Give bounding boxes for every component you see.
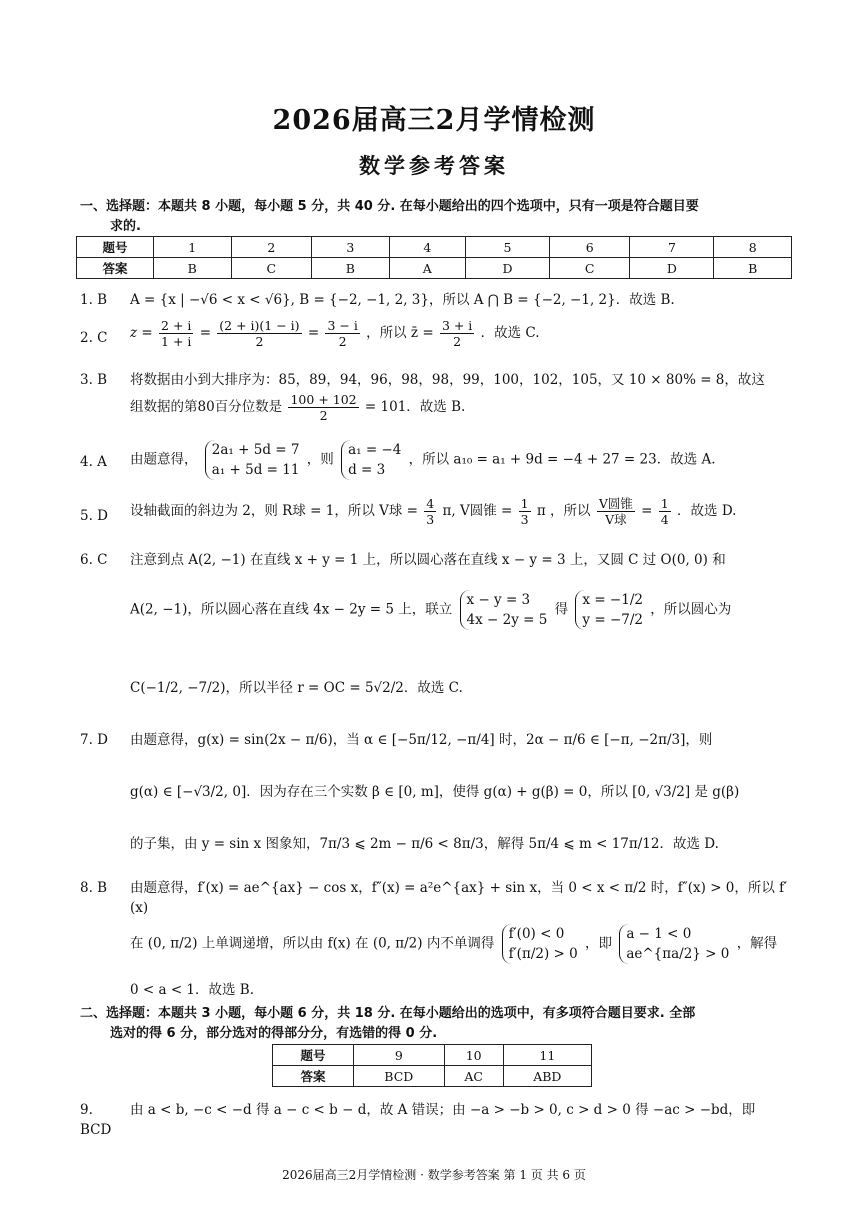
solution-text: A = {x | −√6 < x < √6}, B = {−2, −1, 2, 3}，所以 A ⋂ B = {−2, −1, 2}．故选 B. [130, 292, 675, 308]
solution-q3 [80, 370, 790, 432]
denominator: 2 [255, 334, 264, 349]
numerator: 3 − i [327, 318, 358, 333]
formula-text: ，所以 z̄ = [366, 325, 434, 341]
fraction [424, 496, 436, 527]
solution-text-line2 [130, 392, 790, 423]
solution-q7 [80, 730, 790, 870]
equation: a − 1 < 0 [626, 926, 692, 942]
solution-text [130, 496, 790, 527]
table-cell: 5 [465, 237, 549, 258]
equation: ae^{πa/2} > 0 [626, 946, 730, 962]
formula-text: 在 (0, π/2) 上单调递增，所以由 f(x) 在 (0, π/2) 内不单调得 [130, 935, 495, 952]
equation-system [460, 590, 548, 630]
formula-text: ．故选 D. [677, 503, 737, 519]
denominator: 2 [319, 408, 328, 423]
formula-text: ，所以 a₁₀ = a₁ + 9d = −4 + 27 = 23．故选 A. [408, 451, 716, 468]
table-cell: 1 [154, 237, 232, 258]
denominator: 2 [338, 334, 347, 349]
solution-q4 [80, 440, 790, 488]
solution-text-line1: 将数据由小到大排序为：85，89，94，96，98，98，99，100，102，105，又 10 × 80% = 8，故这 [130, 372, 765, 388]
formula-text: 组数据的第80百分位数是 [130, 399, 283, 415]
numerator: V圆锥 [598, 496, 633, 511]
formula-text: ，所以圆心为 [650, 601, 732, 618]
table-row [77, 258, 792, 279]
equation: y = −7/2 [582, 612, 643, 628]
row-label-question: 题号 [77, 237, 154, 258]
section2-answer-table [272, 1044, 592, 1087]
equation-system [619, 924, 729, 964]
fraction [217, 318, 301, 349]
formula-text: = [307, 325, 320, 341]
section2-heading-line1: 二、选择题：本题共 3 小题，每小题 6 分，共 18 分. 在每小题给出的选项中，有多项符合题目要求. 全部 [80, 1006, 696, 1021]
equation: x = −1/2 [582, 592, 643, 608]
page-subtitle: 数学参考答案 [359, 153, 509, 178]
fraction [519, 496, 531, 527]
formula-text: = [199, 325, 211, 341]
table-cell: 4 [389, 237, 465, 258]
table-cell: B [714, 258, 792, 279]
section1-heading-line2: 求的. [110, 219, 141, 234]
denominator: 3 [426, 512, 435, 527]
equation-system [502, 924, 578, 964]
fraction [288, 392, 358, 423]
equation: x − y = 3 [466, 592, 531, 608]
numerator: 100 + 102 [290, 392, 357, 407]
formula-text: ，即 [585, 935, 613, 952]
solution-text-line3: 的子集，由 y = sin x 图象知，7π/3 ⩽ 2m − π/6 < 8π/3，解得 5π/4 ⩽ m < 17π/12．故选 D. [130, 836, 719, 852]
formula-text: = 101．故选 B. [364, 399, 466, 415]
page-footer: 2026届高三2月学情检测 · 数学参考答案 第 1 页 共 6 页 [282, 1168, 586, 1182]
formula-text: 得 [554, 601, 569, 618]
table-cell: D [465, 258, 549, 279]
formula-text: 设轴截面的斜边为 2，则 R球 = 1，所以 V球 = [130, 503, 418, 519]
table-cell: 11 [503, 1045, 591, 1066]
equation: f′(π/2) > 0 [508, 946, 578, 962]
formula-text: ，则 [306, 451, 334, 468]
solution-q1 [80, 290, 790, 312]
fraction [659, 496, 671, 527]
row-label-question: 题号 [273, 1045, 354, 1066]
table-cell: 7 [630, 237, 714, 258]
table-cell: BCD [354, 1066, 445, 1087]
table-cell: 2 [231, 237, 312, 258]
solution-text [130, 440, 790, 480]
table-cell: C [549, 258, 630, 279]
fraction [159, 318, 193, 349]
table-cell: A [389, 258, 465, 279]
equation-system [341, 440, 401, 480]
table-row [77, 237, 792, 258]
fraction [325, 318, 359, 349]
fraction [597, 496, 635, 527]
formula-text: = [641, 503, 653, 519]
section2-heading [80, 1004, 790, 1044]
section2-heading-line2: 选对的得 6 分，部分选对的得部分分，有选错的得 0 分. [110, 1026, 438, 1041]
solution-text: 由 a < b, −c < −d 得 a − c < b − d，故 A 错误；由 −a > −b > 0, c > d > 0 得 −ac > −bd，即 [130, 1102, 756, 1118]
equation-system [205, 440, 300, 480]
solution-q6 [80, 550, 790, 700]
numerator: 3 + i [441, 318, 473, 333]
denominator: 3 [520, 512, 529, 527]
question-number: 9. BCD [80, 1102, 112, 1138]
solution-text-line3: C(−1/2, −7/2)，所以半径 r = OC = 5√2/2．故选 C. [130, 680, 463, 696]
equation: f′(0) < 0 [508, 926, 565, 942]
question-number: 5. D [80, 508, 108, 524]
formula-text: 由题意得， [130, 451, 198, 468]
row-label-answer: 答案 [77, 258, 154, 279]
equation-system [575, 590, 643, 630]
solution-text [130, 318, 790, 349]
table-cell: ABD [503, 1066, 591, 1087]
section1-heading-line1: 一、选择题：本题共 8 小题，每小题 5 分，共 40 分. 在每小题给出的四个选项中，只有一项是符合题目要 [80, 199, 699, 214]
section1-answer-table [76, 236, 792, 279]
formula-text: z = [130, 325, 153, 341]
question-number: 1. B [80, 292, 108, 308]
denominator: V球 [605, 512, 627, 527]
formula-text: ，解得 [736, 935, 778, 952]
solution-text-line3: 0 < a < 1．故选 B. [130, 982, 255, 998]
solution-q2 [80, 318, 790, 358]
row-label-answer: 答案 [273, 1066, 354, 1087]
numerator: 4 [426, 496, 435, 511]
table-row [273, 1066, 592, 1087]
equation: 2a₁ + 5d = 7 [211, 442, 300, 458]
table-cell: B [312, 258, 390, 279]
table-cell: D [630, 258, 714, 279]
table-cell: 10 [444, 1045, 503, 1066]
solution-text-line2 [130, 924, 790, 964]
solution-text-line1: 由题意得，f′(x) = ae^{ax} − cos x，f″(x) = a²e^{ax} + sin x，当 0 < x < π/2 时，f″(x) > 0，所以 f′(x) [130, 880, 788, 916]
denominator: 4 [660, 512, 669, 527]
table-cell: 8 [714, 237, 792, 258]
solution-text-line2: g(α) ∈ [−√3/2, 0]．因为存在三个实数 β ∈ [0, m]，使得 g(α) + g(β) = 0，所以 [0, √3/2] 是 g(β) [130, 784, 740, 800]
solution-q8 [80, 878, 790, 998]
table-cell: 6 [549, 237, 630, 258]
equation: 4x − 2y = 5 [466, 612, 548, 628]
solution-text-line1: 注意到点 A(2, −1) 在直线 x + y = 1 上，所以圆心落在直线 x − y = 3 上，又圆 C 过 O(0, 0) 和 [130, 552, 726, 568]
numerator: 2 + i [161, 318, 192, 333]
denominator: 2 [453, 334, 462, 349]
table-cell: AC [444, 1066, 503, 1087]
question-number: 3. B [80, 372, 108, 388]
table-row [273, 1045, 592, 1066]
fraction [440, 318, 474, 349]
table-cell: C [231, 258, 312, 279]
question-number: 6. C [80, 552, 108, 568]
numerator: 1 [660, 496, 669, 511]
numerator: 1 [520, 496, 529, 511]
formula-text: A(2, −1)，所以圆心落在直线 4x − 2y = 5 上，联立 [130, 601, 453, 618]
table-cell: B [154, 258, 232, 279]
solution-q5 [80, 496, 790, 536]
denominator: 1 + i [161, 334, 192, 349]
equation: a₁ + 5d = 11 [211, 462, 300, 478]
formula-text: π ，所以 [536, 503, 591, 519]
table-cell: 3 [312, 237, 390, 258]
question-number: 4. A [80, 454, 107, 470]
page-title: 2026届高三2月学情检测 [272, 105, 596, 136]
question-number: 2. C [80, 330, 108, 346]
solution-q9 [80, 1100, 790, 1138]
question-number: 7. D [80, 732, 108, 748]
equation: a₁ = −4 [348, 442, 402, 458]
section1-heading [80, 197, 790, 237]
numerator: (2 + i)(1 − i) [219, 318, 300, 333]
formula-text: ．故选 C. [480, 325, 540, 341]
solution-text-line2 [130, 590, 790, 630]
solution-text-line1: 由题意得，g(x) = sin(2x − π/6)，当 α ∈ [−5π/12, −π/4] 时，2α − π/6 ∈ [−π, −2π/3]，则 [130, 732, 713, 748]
formula-text: π, V圆锥 = [442, 503, 513, 519]
equation: d = 3 [348, 462, 386, 478]
question-number: 8. B [80, 880, 108, 896]
table-cell: 9 [354, 1045, 445, 1066]
